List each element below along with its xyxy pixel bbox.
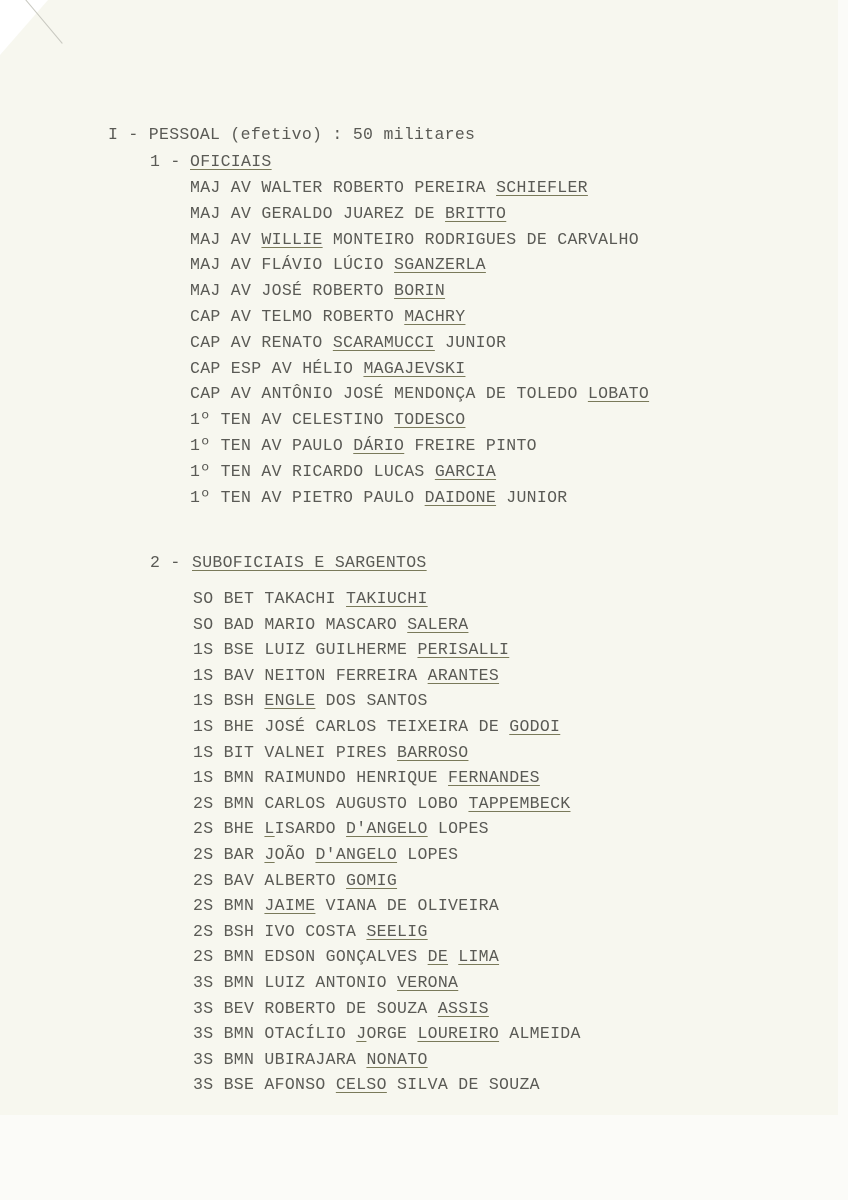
name-text: 1S BSE LUIZ GUILHERME (193, 640, 418, 660)
list-item (193, 743, 468, 762)
list-item (190, 488, 567, 507)
name-text: 1º TEN AV RICARDO LUCAS (190, 461, 435, 481)
list-item (193, 922, 428, 941)
name-text: 1S BAV NEITON FERREIRA (193, 665, 428, 685)
underlined-surname: D'ANGELO (346, 819, 428, 839)
underlined-surname: JAIME (264, 896, 316, 916)
name-text: 1S BSH (193, 691, 265, 711)
list-item (193, 871, 397, 890)
name-text: LOPES (427, 819, 489, 839)
list-item (190, 204, 506, 223)
list-item (193, 845, 458, 864)
underlined-surname: TAKIUCHI (346, 589, 428, 608)
list-item (190, 462, 496, 481)
name-text: MAJ AV WALTER ROBERTO PEREIRA (190, 178, 497, 197)
underlined-surname: L (264, 819, 275, 839)
underlined-surname: SALERA (407, 614, 469, 634)
list-item (193, 691, 428, 710)
subsection-title-officers: OFICIAIS (190, 152, 272, 171)
underlined-surname: GODOI (509, 717, 561, 736)
name-text: LOPES (397, 845, 459, 864)
name-text: SO BAD MARIO MASCARO (193, 614, 408, 634)
list-item (190, 333, 506, 352)
section-heading: I - PESSOAL (efetivo) : 50 militares (108, 125, 476, 144)
underlined-surname: ENGLE (264, 691, 316, 711)
name-text: 1º TEN AV CELESTINO (190, 410, 395, 430)
name-text: MONTEIRO RODRIGUES DE CARVALHO (322, 229, 639, 249)
underlined-surname: TAPPEMBECK (468, 793, 571, 813)
list-item (193, 1075, 540, 1094)
underlined-surname: BORIN (394, 281, 446, 301)
underlined-surname: J (264, 845, 275, 864)
underlined-surname: LOBATO (587, 384, 650, 404)
name-text: 3S BSE AFONSO (193, 1075, 336, 1095)
list-item (190, 281, 445, 300)
name-text: CAP AV ANTÔNIO JOSÉ MENDONÇA DE TOLEDO (190, 384, 588, 404)
underlined-surname: LOUREIRO (417, 1024, 500, 1044)
folded-corner (0, 0, 48, 55)
name-text: 3S BMN OTACÍLIO (193, 1024, 357, 1044)
list-item (190, 307, 465, 326)
list-item (193, 768, 540, 787)
underlined-surname: J (356, 1024, 367, 1044)
list-item (193, 896, 499, 915)
name-text: 1S BIT VALNEI PIRES (193, 742, 398, 762)
underlined-surname: NONATO (366, 1049, 428, 1069)
name-text: 3S BMN LUIZ ANTONIO (193, 973, 398, 992)
name-text: CAP AV TELMO ROBERTO (190, 307, 405, 326)
list-item (190, 436, 537, 455)
name-text: ISARDO (274, 819, 347, 839)
list-item (193, 999, 489, 1018)
list-item (193, 947, 499, 966)
list-item (193, 640, 509, 659)
list-item (193, 1050, 428, 1069)
list-item (193, 666, 499, 685)
list-item (190, 384, 649, 403)
name-text: 2S BAV ALBERTO (193, 870, 347, 890)
name-text: MAJ AV FLÁVIO LÚCIO (190, 255, 395, 275)
name-text: VIANA DE OLIVEIRA (315, 896, 500, 916)
underlined-surname: MACHRY (404, 307, 466, 326)
underlined-surname: DE (427, 947, 449, 967)
underlined-surname: LIMA (458, 947, 500, 967)
underlined-surname: BRITTO (445, 203, 507, 223)
name-text: ORGE (366, 1024, 418, 1044)
underlined-surname: BARROSO (397, 742, 469, 762)
underlined-surname: ASSIS (437, 998, 489, 1018)
list-item (190, 410, 465, 429)
name-text: 2S BMN CARLOS AUGUSTO LOBO (193, 793, 469, 813)
underlined-surname: VERONA (397, 973, 459, 992)
underlined-surname: D'ANGELO (315, 845, 398, 864)
underlined-surname: DAIDONE (424, 487, 497, 507)
name-text: OÃO (274, 845, 316, 864)
name-text: 2S BAR (193, 845, 265, 864)
list-item (190, 359, 465, 378)
underlined-surname: MAGAJEVSKI (363, 358, 466, 378)
name-text: FREIRE PINTO (404, 436, 537, 455)
name-text: 1S BMN RAIMUNDO HENRIQUE (193, 768, 449, 788)
name-text: 1º TEN AV PAULO (190, 436, 354, 455)
name-text: JUNIOR (434, 332, 507, 352)
name-text: CAP AV RENATO (190, 332, 333, 352)
name-text (448, 947, 458, 966)
list-item (193, 973, 458, 992)
name-text: 1S BHE JOSÉ CARLOS TEIXEIRA DE (193, 717, 510, 736)
name-text: MAJ AV GERALDO JUAREZ DE (190, 203, 446, 223)
name-text: ALMEIDA (499, 1024, 581, 1044)
name-text: 1º TEN AV PIETRO PAULO (190, 487, 425, 507)
underlined-surname: GOMIG (346, 870, 398, 890)
underlined-surname: CELSO (335, 1075, 387, 1095)
name-text: MAJ AV (190, 229, 262, 249)
name-text: CAP ESP AV HÉLIO (190, 358, 364, 378)
name-text: SILVA DE SOUZA (386, 1075, 540, 1095)
list-item (190, 178, 588, 197)
list-item (193, 589, 428, 608)
underlined-surname: GARCIA (434, 461, 497, 481)
underlined-surname: DÁRIO (353, 436, 405, 455)
underlined-surname: PERISALLI (417, 640, 510, 660)
list-item (193, 819, 489, 838)
underlined-surname: SCARAMUCCI (332, 332, 435, 352)
name-text: DOS SANTOS (315, 691, 428, 711)
underlined-surname: SEELIG (366, 921, 428, 941)
name-text: JUNIOR (496, 487, 568, 507)
underlined-surname: FERNANDES (448, 768, 540, 788)
list-item (193, 1024, 581, 1043)
list-item (193, 794, 570, 813)
name-text: 3S BMN UBIRAJARA (193, 1049, 367, 1069)
name-text: 3S BEV ROBERTO DE SOUZA (193, 998, 438, 1018)
name-text: 2S BMN (193, 896, 265, 916)
underlined-surname: SGANZERLA (394, 255, 486, 275)
underlined-surname: ARANTES (427, 665, 500, 685)
list-item (190, 255, 486, 274)
subsection-number-1: 1 - (150, 152, 181, 171)
name-text: 2S BMN EDSON GONÇALVES (193, 947, 428, 967)
underlined-surname: WILLIE (261, 229, 323, 249)
name-text: SO BET TAKACHI (193, 589, 347, 608)
list-item (190, 230, 639, 249)
name-text: 2S BHE (193, 819, 265, 839)
subsection-number-2: 2 - (150, 553, 181, 572)
underlined-surname: TODESCO (394, 410, 466, 430)
underlined-surname: SCHIEFLER (496, 178, 588, 197)
list-item (193, 615, 468, 634)
subsection-title-nco: SUBOFICIAIS E SARGENTOS (192, 553, 427, 572)
list-item (193, 717, 560, 736)
name-text: MAJ AV JOSÉ ROBERTO (190, 281, 395, 301)
name-text: 2S BSH IVO COSTA (193, 921, 367, 941)
